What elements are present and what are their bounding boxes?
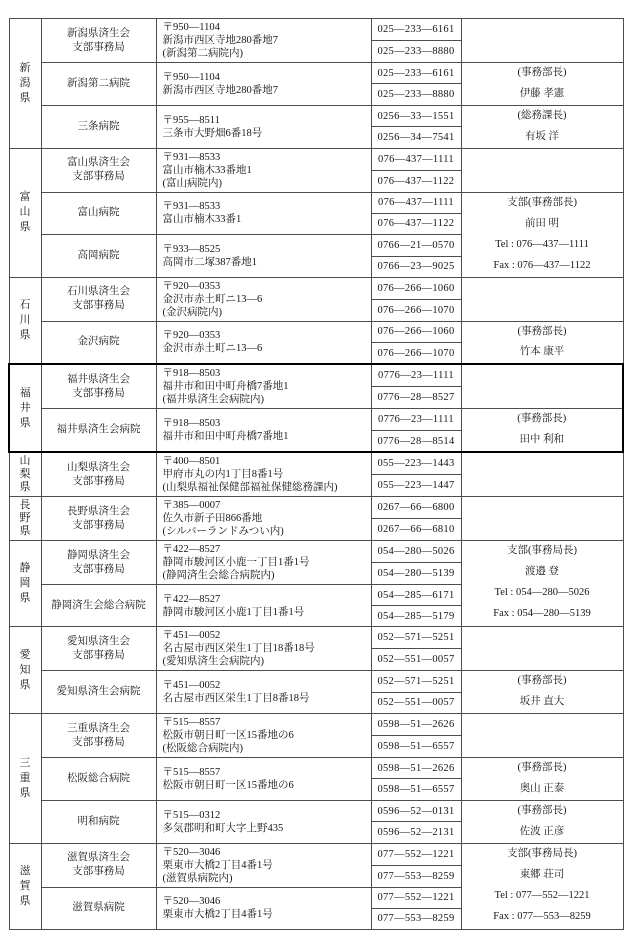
facility-name-line: 支部事務局 xyxy=(72,649,125,661)
facility-name-cell xyxy=(41,627,156,671)
contact-cell xyxy=(461,758,623,801)
contact-cell xyxy=(461,63,623,106)
facility-name-cell xyxy=(41,758,156,801)
address-cell xyxy=(156,63,371,106)
phone-cell: 076—266—1070 xyxy=(371,299,461,321)
address-line: 栗東市大橋2丁目4番1号 xyxy=(162,909,273,921)
phone-cell: 054—280—5139 xyxy=(371,563,461,585)
phone-cell: 076—437—1111 xyxy=(371,148,461,170)
facility-name-cell xyxy=(41,452,156,497)
address-cell xyxy=(156,234,371,277)
address-cell xyxy=(156,843,371,887)
facility-name-line: 静岡県済生会 xyxy=(67,549,130,561)
contact-cell xyxy=(461,714,623,758)
facility-name-line: 滋賀県病院 xyxy=(72,902,125,914)
phone-cell: 025—233—8880 xyxy=(371,41,461,63)
contact-line: (総務課長) xyxy=(517,109,567,121)
address-line: 三条市大野畑6番18号 xyxy=(162,127,263,139)
contact-cell xyxy=(461,452,623,497)
phone-cell: 076—437—1111 xyxy=(371,192,461,213)
facility-name-cell xyxy=(41,843,156,887)
table-row xyxy=(9,671,623,692)
facility-name-cell xyxy=(41,192,156,234)
facility-name-cell xyxy=(41,671,156,714)
contact-line: 奥山 正泰 xyxy=(519,782,565,794)
facility-name-line: 富山病院 xyxy=(77,207,120,219)
facility-name-line: 新潟県済生会 xyxy=(67,27,130,39)
phone-cell: 076—266—1060 xyxy=(371,277,461,299)
facility-name-line: 滋賀県済生会 xyxy=(67,852,130,864)
contact-cell xyxy=(461,364,623,409)
table-row xyxy=(9,627,623,649)
facility-name-line: 支部事務局 xyxy=(72,387,125,399)
contact-line: Fax : 076—437—1122 xyxy=(493,259,591,271)
contact-cell xyxy=(461,277,623,321)
address-line: 〒422—8527 xyxy=(162,544,221,556)
contact-line: 有坂 洋 xyxy=(524,130,560,142)
address-line: (富山病院内) xyxy=(162,177,222,189)
phone-cell: 0598—51—2626 xyxy=(371,714,461,736)
address-cell xyxy=(156,758,371,801)
phone-cell: 055—223—1447 xyxy=(371,475,461,497)
phone-cell: 0598—51—2626 xyxy=(371,758,461,779)
facility-name-line: 愛知県済生会 xyxy=(67,635,130,647)
table-row xyxy=(9,541,623,563)
facility-name-cell xyxy=(41,887,156,929)
prefecture-cell: 山 梨 県 xyxy=(9,452,41,497)
phone-cell: 052—551—0057 xyxy=(371,649,461,671)
prefecture-cell: 新 潟 県 xyxy=(9,19,41,149)
facility-name-line: 明和病院 xyxy=(77,815,120,827)
address-line: (松阪総合病院内) xyxy=(162,743,243,754)
contact-line: Tel : 077—552—1221 xyxy=(494,889,590,901)
contact-cell xyxy=(461,497,623,541)
prefecture-cell: 三 重 県 xyxy=(9,714,41,844)
directory-table-body xyxy=(9,19,623,930)
address-line: 〒515—8557 xyxy=(162,766,221,778)
facility-name-line: 松阪総合病院 xyxy=(67,772,130,784)
facility-name-line: 支部事務局 xyxy=(72,519,125,531)
prefecture-cell: 静 岡 県 xyxy=(9,541,41,627)
address-line: 〒933—8525 xyxy=(162,243,221,255)
phone-cell: 077—553—8259 xyxy=(371,865,461,887)
phone-cell: 0776—23—1111 xyxy=(371,364,461,386)
facility-name-line: 富山県済生会 xyxy=(67,157,130,169)
address-line: 〒451—0052 xyxy=(162,680,221,692)
phone-cell: 0776—28—8514 xyxy=(371,431,461,453)
phone-cell: 0598—51—6557 xyxy=(371,736,461,758)
phone-cell: 0596—52—2131 xyxy=(371,822,461,843)
address-cell xyxy=(156,671,371,714)
contact-line: (事務部長) xyxy=(517,325,567,337)
address-line: (滋賀県病院内) xyxy=(162,872,233,884)
contact-line: 前田 明 xyxy=(524,217,560,229)
table-row xyxy=(9,758,623,779)
address-line: (福井県済生会病院内) xyxy=(162,394,264,406)
phone-cell: 0598—51—6557 xyxy=(371,779,461,800)
address-line: 富山市楠木33番1 xyxy=(162,214,242,226)
phone-cell: 076—266—1070 xyxy=(371,343,461,365)
address-line: 〒955—8511 xyxy=(162,114,220,126)
facility-name-line: 支部事務局 xyxy=(72,171,125,183)
contact-cell xyxy=(461,843,623,929)
contact-cell xyxy=(461,541,623,627)
address-line: 福井市和田中町舟橋7番地1 xyxy=(162,431,289,443)
contact-line: 竹本 康平 xyxy=(519,346,565,358)
facility-name-cell xyxy=(41,321,156,364)
contact-line: 田中 利和 xyxy=(519,434,565,446)
address-line: 〒918—8503 xyxy=(162,368,221,380)
table-row xyxy=(9,452,623,474)
facility-name-cell xyxy=(41,364,156,409)
phone-cell: 0267—66—6810 xyxy=(371,519,461,541)
phone-cell: 077—553—8259 xyxy=(371,908,461,929)
table-row xyxy=(9,321,623,343)
contact-cell xyxy=(461,800,623,843)
table-row xyxy=(9,843,623,865)
address-line: 名古屋市西区栄生1丁目18番18号 xyxy=(162,643,315,655)
address-line: 福井市和田中町舟橋7番地1 xyxy=(162,381,289,393)
facility-name-line: 福井県済生会 xyxy=(67,373,130,385)
facility-name-line: 支部事務局 xyxy=(72,866,125,878)
address-line: 〒950—1104 xyxy=(162,71,220,83)
contact-line: (事務部長) xyxy=(517,67,567,78)
address-line: 〒422—8527 xyxy=(162,593,221,605)
phone-cell: 0267—66—6800 xyxy=(371,497,461,519)
address-line: 多気郡明和町大字上野435 xyxy=(162,822,284,834)
phone-cell: 054—280—5026 xyxy=(371,541,461,563)
table-row xyxy=(9,497,623,519)
contact-line: (事務部長) xyxy=(517,804,567,816)
table-row xyxy=(9,148,623,170)
table-row xyxy=(9,800,623,821)
address-line: (静岡済生会総合病院内) xyxy=(162,570,275,582)
contact-line: Fax : 077—553—8259 xyxy=(493,910,591,922)
address-line: 新潟市西区寺地280番地7 xyxy=(162,84,278,96)
address-cell xyxy=(156,887,371,929)
table-row xyxy=(9,714,623,736)
contact-line: Tel : 054—280—5026 xyxy=(494,587,590,599)
address-line: 〒400—8501 xyxy=(162,456,221,468)
phone-cell: 054—285—6171 xyxy=(371,585,461,606)
address-line: 金沢市赤土町ニ13—6 xyxy=(162,293,263,305)
facility-name-line: 支部事務局 xyxy=(72,300,125,311)
address-cell xyxy=(156,452,371,497)
phone-cell: 077—552—1221 xyxy=(371,843,461,865)
address-cell xyxy=(156,321,371,364)
address-line: 〒931—8533 xyxy=(162,201,221,213)
table-row xyxy=(9,105,623,126)
phone-cell: 052—571—5251 xyxy=(371,671,461,692)
contact-line: 伊藤 孝憲 xyxy=(519,87,565,99)
address-cell xyxy=(156,409,371,452)
address-line: 名古屋市西区栄生1丁目8番18号 xyxy=(162,693,310,705)
address-line: 静岡市駿河区小鹿1丁目1番1号 xyxy=(162,606,305,618)
address-line: 〒920—0353 xyxy=(162,330,221,342)
address-line: 富山市楠木33番地1 xyxy=(162,164,252,176)
prefecture-cell: 富 山 県 xyxy=(9,148,41,277)
prefecture-cell: 愛 知 県 xyxy=(9,627,41,714)
address-line: 甲府市丸の内1丁目8番1号 xyxy=(162,469,284,481)
address-cell xyxy=(156,541,371,585)
contact-line: 坂井 直大 xyxy=(519,696,565,708)
address-cell xyxy=(156,627,371,671)
address-line: 新潟市西区寺地280番地7 xyxy=(162,35,278,46)
facility-name-cell xyxy=(41,585,156,627)
contact-line: 佐波 正彦 xyxy=(519,825,565,837)
contact-cell xyxy=(461,19,623,63)
facility-name-line: 三条病院 xyxy=(77,120,120,132)
table-row xyxy=(9,63,623,84)
facility-name-line: 山梨県済生会 xyxy=(67,461,130,473)
address-line: (新潟第二病院内) xyxy=(162,48,243,59)
address-cell xyxy=(156,800,371,843)
phone-cell: 0766—23—9025 xyxy=(371,256,461,277)
contact-cell xyxy=(461,321,623,364)
facility-name-line: 静岡済生会総合病院 xyxy=(51,599,146,611)
address-line: (金沢病院内) xyxy=(162,306,222,318)
address-line: (愛知県済生会病院内) xyxy=(162,656,264,668)
phone-cell: 052—571—5251 xyxy=(371,627,461,649)
prefecture-cell: 石 川 県 xyxy=(9,277,41,364)
facility-name-line: 支部事務局 xyxy=(72,475,125,487)
contact-line: (事務部長) xyxy=(517,675,567,687)
contact-cell xyxy=(461,148,623,192)
address-line: 〒520—3046 xyxy=(162,896,221,908)
address-line: (シルバーランドみつい内) xyxy=(162,526,284,538)
contact-cell xyxy=(461,105,623,148)
facility-name-line: 金沢病院 xyxy=(77,336,120,348)
phone-cell: 025—233—6161 xyxy=(371,63,461,84)
address-line: 〒520—3046 xyxy=(162,846,221,858)
contact-cell xyxy=(461,671,623,714)
prefecture-cell: 滋 賀 県 xyxy=(9,843,41,929)
phone-cell: 025—233—8880 xyxy=(371,84,461,105)
facility-name-line: 新潟第二病院 xyxy=(67,77,130,89)
address-line: 〒515—0312 xyxy=(162,809,221,821)
contact-line: 支部(事務局長) xyxy=(507,545,577,557)
facility-name-cell xyxy=(41,497,156,541)
address-line: 〒920—0353 xyxy=(162,280,221,292)
contact-cell xyxy=(461,409,623,452)
contact-line: (事務部長) xyxy=(517,762,567,773)
phone-cell: 025—233—6161 xyxy=(371,19,461,41)
facility-name-line: 支部事務局 xyxy=(72,41,125,53)
prefecture-cell: 福 井 県 xyxy=(9,364,41,452)
prefecture-cell: 長 野 県 xyxy=(9,497,41,541)
table-row xyxy=(9,364,623,386)
facility-name-cell xyxy=(41,148,156,192)
address-line: 金沢市赤土町ニ13—6 xyxy=(162,343,263,355)
contact-cell xyxy=(461,192,623,277)
phone-cell: 077—552—1221 xyxy=(371,887,461,908)
facility-name-line: 長野県済生会 xyxy=(67,505,130,517)
table-row xyxy=(9,192,623,213)
address-line: 高岡市二塚387番地1 xyxy=(162,256,257,268)
contact-line: 渡邉 登 xyxy=(524,566,560,578)
facility-name-cell xyxy=(41,409,156,452)
address-line: 静岡市駿河区小鹿一丁目1番1号 xyxy=(162,557,310,569)
facility-name-cell xyxy=(41,19,156,63)
phone-cell: 0766—21—0570 xyxy=(371,234,461,256)
facility-name-cell xyxy=(41,714,156,758)
facility-name-cell xyxy=(41,234,156,277)
phone-cell: 0776—28—8527 xyxy=(371,387,461,409)
facility-name-cell xyxy=(41,541,156,585)
branch-directory-table xyxy=(8,18,624,930)
phone-cell: 055—223—1443 xyxy=(371,452,461,474)
phone-cell: 0596—52—0131 xyxy=(371,800,461,821)
contact-line: Tel : 076—437—1111 xyxy=(495,238,589,250)
address-line: 〒515—8557 xyxy=(162,717,221,728)
phone-cell: 0256—34—7541 xyxy=(371,127,461,148)
contact-line: 支部(事務局長) xyxy=(507,847,577,859)
address-line: 松阪市朝日町一区15番地の6 xyxy=(162,730,294,741)
address-cell xyxy=(156,585,371,627)
table-row xyxy=(9,409,623,431)
phone-cell: 054—285—5179 xyxy=(371,606,461,627)
contact-line: (事務部長) xyxy=(517,413,567,425)
contact-cell xyxy=(461,627,623,671)
facility-name-line: 愛知県済生会病院 xyxy=(56,686,141,698)
facility-name-line: 高岡病院 xyxy=(77,249,120,261)
phone-cell: 052—551—0057 xyxy=(371,692,461,713)
table-row xyxy=(9,277,623,299)
address-cell xyxy=(156,277,371,321)
address-line: 〒451—0052 xyxy=(162,630,221,642)
address-cell xyxy=(156,19,371,63)
phone-cell: 0776—23—1111 xyxy=(371,409,461,431)
address-cell xyxy=(156,105,371,148)
phone-cell: 076—437—1122 xyxy=(371,170,461,192)
facility-name-cell xyxy=(41,800,156,843)
address-line: 〒918—8503 xyxy=(162,418,221,430)
contact-line: 支部(事務部長) xyxy=(507,196,577,208)
phone-cell: 076—266—1060 xyxy=(371,321,461,343)
address-line: 〒385—0007 xyxy=(162,500,221,512)
facility-name-line: 支部事務局 xyxy=(72,563,125,575)
address-line: 松阪市朝日町一区15番地の6 xyxy=(162,779,294,791)
address-line: 〒950—1104 xyxy=(162,22,220,33)
address-cell xyxy=(156,364,371,409)
address-line: 〒931—8533 xyxy=(162,151,221,163)
address-line: (山梨県福祉保健部福祉保健総務課内) xyxy=(162,482,338,494)
facility-name-cell xyxy=(41,277,156,321)
facility-name-cell xyxy=(41,63,156,106)
contact-line: 東郷 荘司 xyxy=(519,868,565,880)
contact-line: Fax : 054—280—5139 xyxy=(493,608,591,620)
address-cell xyxy=(156,497,371,541)
address-line: 佐久市新子田866番地 xyxy=(162,513,263,525)
facility-name-line: 石川県済生会 xyxy=(67,286,130,297)
address-cell xyxy=(156,148,371,192)
phone-cell: 076—437—1122 xyxy=(371,213,461,234)
address-cell xyxy=(156,714,371,758)
address-cell xyxy=(156,192,371,234)
facility-name-line: 支部事務局 xyxy=(72,736,125,748)
facility-name-line: 福井県済生会病院 xyxy=(56,424,141,436)
facility-name-cell xyxy=(41,105,156,148)
address-line: 栗東市大橋2丁目4番1号 xyxy=(162,859,273,871)
phone-cell: 0256—33—1551 xyxy=(371,105,461,126)
facility-name-line: 三重県済生会 xyxy=(67,722,130,734)
table-row xyxy=(9,19,623,41)
